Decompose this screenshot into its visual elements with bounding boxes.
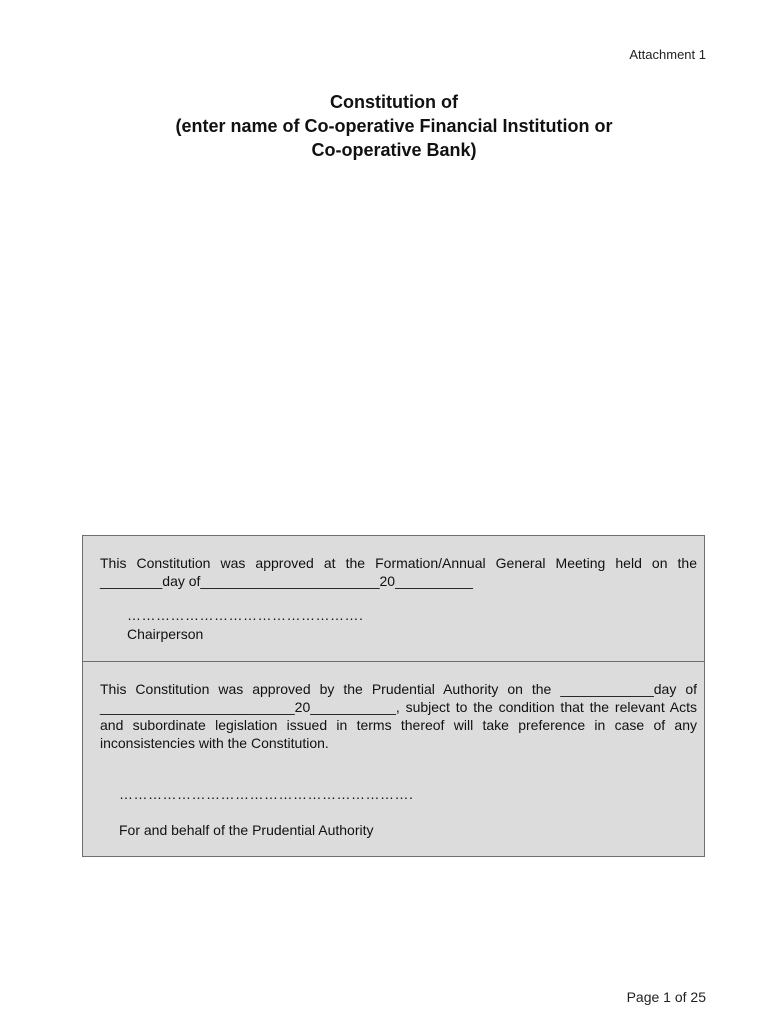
chairperson-label: Chairperson xyxy=(127,626,204,642)
title-line-1: Constitution of xyxy=(330,92,458,112)
agm-approval-section xyxy=(83,536,704,662)
attachment-label: Attachment 1 xyxy=(629,47,706,62)
approval-box xyxy=(82,535,705,857)
agm-approval-text xyxy=(100,554,697,590)
document-title xyxy=(0,90,770,162)
agm-approval-line-1: This Constitution was approved at the Formation/Annual General Meeting held on the xyxy=(100,555,697,571)
title-line-2: (enter name of Co-operative Financial Institution or xyxy=(175,116,613,136)
title-line-3: Co-operative Bank) xyxy=(311,140,477,160)
prudential-approval-section xyxy=(83,662,704,858)
chairperson-signature-line: …………………………………………. xyxy=(127,607,364,623)
agm-approval-line-2: ________day of_______________________20__________ xyxy=(100,573,473,589)
prudential-approval-text: This Constitution was approved by the Prudential Authority on the ____________day of _________________________20___________, subject to the condition that the relevant Acts and subordinate legislation issued in terms thereof will take preference in case of any inconsistencies with the Constitution. xyxy=(100,681,697,751)
page-number: Page 1 of 25 xyxy=(626,989,706,1005)
prudential-signature-line: ……………………………………………………. xyxy=(119,786,414,802)
prudential-authority-label: For and behalf of the Prudential Authority xyxy=(119,822,374,838)
